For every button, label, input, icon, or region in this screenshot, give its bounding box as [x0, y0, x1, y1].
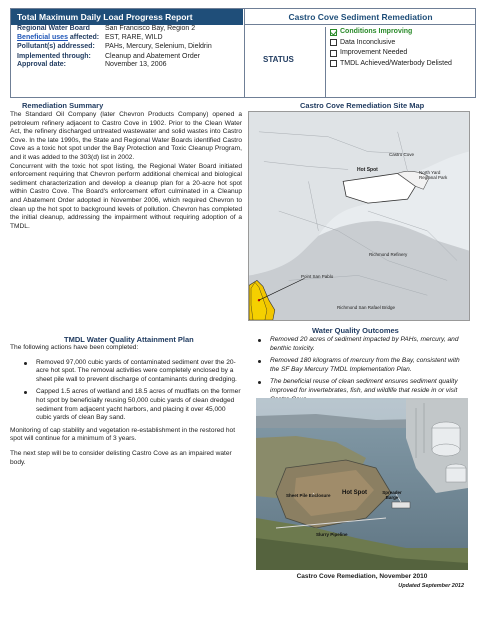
status-text: Improvement Needed [340, 49, 408, 56]
status-list [325, 27, 475, 97]
field-value: PAHs, Mercury, Selenium, Dieldrin [105, 43, 212, 50]
tmdl-bullets [10, 359, 242, 423]
map-title: Castro Cove Remediation Site Map [300, 101, 425, 110]
aerial-photo-graphic [256, 398, 468, 570]
list-item: Removed 97,000 cubic yards of contaminated sediment over the 20-acre hot spot. The removal activities were completely enclosed by a sheet pile wall to prevent discharge of contaminants during dredging. [24, 359, 242, 385]
map-north-yard-label: North Yard Regional Park [419, 170, 448, 180]
report-header [10, 8, 476, 98]
map-castro-cove-label: Castro Cove [389, 152, 415, 157]
status-item [330, 59, 475, 70]
map-bridge-label: Richmond San Rafael Bridge [337, 305, 396, 310]
aerial-photo [256, 398, 468, 570]
status-text: Data Inconclusive [340, 38, 396, 46]
field-label [11, 34, 105, 43]
updated-date: Updated September 2012 [398, 583, 464, 589]
tmdl-body [10, 344, 242, 467]
field-value: San Francisco Bay, Region 2 [105, 25, 196, 32]
checkbox-icon [330, 50, 337, 57]
outcomes-bullets [254, 336, 466, 404]
summary-paragraph: Concurrent with the toxic hot spot listing, the Regional Water Board initiated enforcement requiring that Chevron perform additional chemical and biological sediment characterization and develop a cleanup plan for a 20-acre hot spot within Castro Cove. The Board's enforcement effort culminated in a Cleanup and Abatement Order adopted in November 2006, which required Chevron to clean up the hot spot to background levels of pollution. Chevron has completed the initial cleanup, addressing the impairment without requiring adoption of a TMDL. [10, 162, 242, 230]
summary-paragraph: The Standard Oil Company (later Chevron Products Company) opened a petroleum refinery adjacent to Castro Cove in 1902. Prior to the Clean Water Act, the refinery discharged untreated wastewater and solid wastes into Castro Cove. In the late 1990s, the State and Regional Water Boards identified Castro Cove as a toxic hot spot under the Bay Protection and Toxic Cleanup Program, and it was added to the 303(d) list in 2002. [10, 111, 242, 161]
status-text: Conditions Improving [340, 28, 413, 35]
list-item: The beneficial reuse of clean sediment ensures sediment quality improved for invertebrates, fish, and wildlife that reside in or visit [258, 378, 466, 404]
sheet-pile-label: Sheet Pile Enclosure [286, 493, 331, 498]
field-label-rest: affected: [67, 33, 100, 41]
field-row [11, 25, 243, 34]
field-value: Cleanup and Abatement Order [105, 52, 200, 60]
status-item [330, 48, 475, 59]
list-item: Removed 20 acres of sediment impacted by PAHs, mercury, and benthic toxicity. [258, 336, 466, 353]
field-row [11, 61, 243, 70]
checkbox-icon [330, 39, 337, 46]
field-label: Pollutant(s) addressed: [17, 43, 95, 50]
status-label: STATUS [263, 55, 294, 64]
status-item [330, 38, 475, 49]
field-row [11, 34, 243, 43]
outcomes-title: Water Quality Outcomes [312, 326, 399, 335]
photo-caption: Castro Cove Remediation, November 2010 [296, 573, 428, 580]
summary-body [10, 111, 242, 231]
map-point-label: Point San Pablo [301, 274, 334, 279]
tmdl-title: TMDL Water Quality Attainment Plan [64, 335, 194, 344]
beneficial-uses-link[interactable]: Beneficial uses [17, 33, 68, 41]
field-label: Regional Water Board [17, 25, 90, 32]
list-item: Removed 180 kilograms of mercury from the Bay, consistent with the SF Bay Mercury TMDL Implementation Plan. [258, 357, 466, 374]
status-item [330, 27, 475, 38]
map-graphic [249, 112, 469, 320]
field-value: EST, RARE, WILD [105, 33, 163, 41]
site-title: Castro Cove Sediment Remediation [244, 9, 476, 25]
spreader-barge-label: Spreader Barge [382, 490, 402, 500]
checkbox-icon [330, 60, 337, 67]
summary-title: Remediation Summary [22, 101, 104, 110]
map-refinery-label: Richmond Refinery [369, 252, 408, 257]
field-label: Approval date: [17, 61, 67, 68]
status-text: TMDL Achieved/Waterbody Delisted [340, 59, 452, 67]
tmdl-paragraph: Monitoring of cap stability and vegetation re-establishment in the restored hot spot will continue for a minimum of 3 years. [10, 426, 236, 443]
field-label: Implemented through: [17, 52, 91, 60]
report-title: Total Maximum Daily Load Progress Report [11, 9, 243, 25]
field-row [11, 43, 243, 52]
site-map [248, 111, 470, 321]
slurry-pipeline-label: Slurry Pipeline [316, 532, 348, 537]
photo-hot-spot-label: Hot Spot [342, 490, 367, 496]
status-box [244, 25, 476, 97]
map-hot-spot-label: Hot Spot [357, 167, 378, 173]
report-fields [11, 25, 243, 70]
tmdl-intro: The following actions have been completed: [10, 344, 139, 351]
tmdl-paragraph: The next step will be to consider delisting Castro Cove as an impaired water body. [10, 449, 232, 466]
field-row [11, 53, 243, 62]
list-item: Capped 1.5 acres of wetland and 18.5 acres of mudflats on the former hot spot by beneficially reusing 50,000 cubic yards of clean dredged sediment from adjacent yacht harbors, and placing it over 45,000 cubic yards of clean Bay sand. [24, 388, 242, 422]
field-value: November 13, 2006 [105, 61, 167, 68]
checked-checkbox-icon [330, 29, 337, 36]
